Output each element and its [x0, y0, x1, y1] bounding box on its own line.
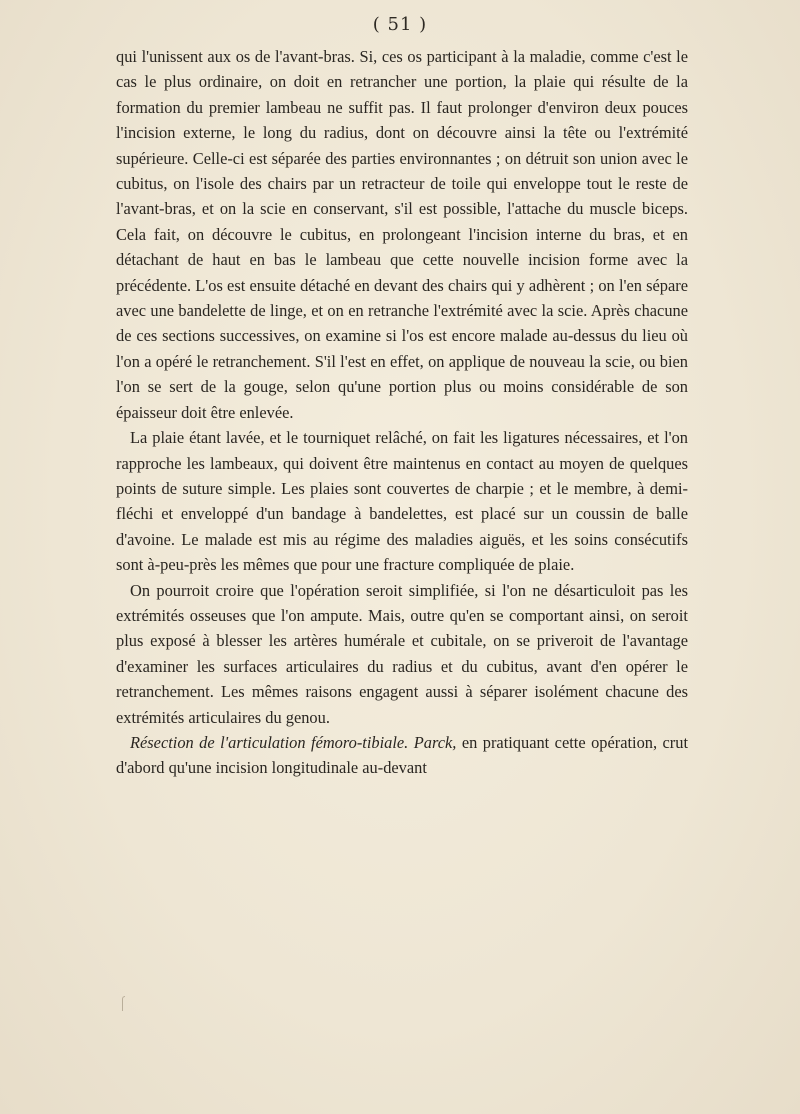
body-text: [116, 44, 688, 781]
paragraph-4-text: en pratiquant cette opération, crut d'abord qu'une incision longitudinale au-devant: [116, 732, 688, 778]
page-blemish-mark: [122, 996, 125, 1011]
paragraph-4: [116, 730, 688, 781]
paragraph-3: On pourroit croire que l'opération seroit simplifiée, si l'on ne désarticuloit pas les extrémités osseuses que l'on ampute. Mais, outre qu'en se comportant ainsi, on seroit plus exposé à blesser les artères humérale et cubitale, on se priveroit de l'avantage d'examiner les surfaces articulaires du radius et du cubitus, avant d'en opérer le retranchement. Les mêmes raisons engagent aussi à séparer isolément chacune des extrémités articulaires du genou.: [116, 580, 688, 727]
page-number: ( 51 ): [372, 14, 428, 35]
paragraph-2: La plaie étant lavée, et le tourniquet relâché, on fait les ligatures nécessaires, et l'on rapproche les lambeaux, qui doivent être maintenus en contact au moyen de quelques points de suture simple. Les plaies sont couvertes de charpie ; et le membre, à demi-fléchi et enveloppé d'un bandage à bandelettes, est placé sur un coussin de balle d'avoine. Le malade est mis au régime des maladies aiguës, et les soins consécutifs sont à-peu-près les mêmes que pour une fracture compliquée de plaie.: [116, 428, 688, 575]
section-heading-italic: Résection de l'articulation fémoro-tibiale. Parck,: [130, 732, 457, 752]
paragraph-1: qui l'unissent aux os de l'avant-bras. Si, ces os participant à la maladie, comme c'est le cas le plus ordinaire, on doit en retrancher une portion, la plaie qui résulte de la formation du premier lambeau ne suffit pas. Il faut prolonger d'environ deux pouces l'incision externe, le long du radius, dont on découvre ainsi la tête ou l'extrémité supérieure. Celle-ci est séparée des parties environnantes ; on détruit son union avec le cubitus, on l'isole des chairs par un retracteur de toile qui enveloppe tout le reste de l'avant-bras, et on la scie en conservant, s'il est possible, l'attache du muscle biceps. Cela fait, on découvre le cubitus, en prolongeant l'incision interne du bras, et en détachant de haut en bas le lambeau que cette nouvelle incision forme avec la précédente. L'os est ensuite détaché en devant des chairs qui y adhèrent ; on l'en sépare avec une bandelette de linge, et on en retranche l'extrémité avec la scie. Après chacune de ces sections successives, on examine si l'os est encore malade au-dessus du lieu où l'on a opéré le retranchement. S'il l'est en effet, on applique de nouveau la scie, ou bien l'on se sert de la gouge, selon qu'une portion plus ou moins considérable de son épaisseur doit être enlevée.: [116, 47, 688, 422]
